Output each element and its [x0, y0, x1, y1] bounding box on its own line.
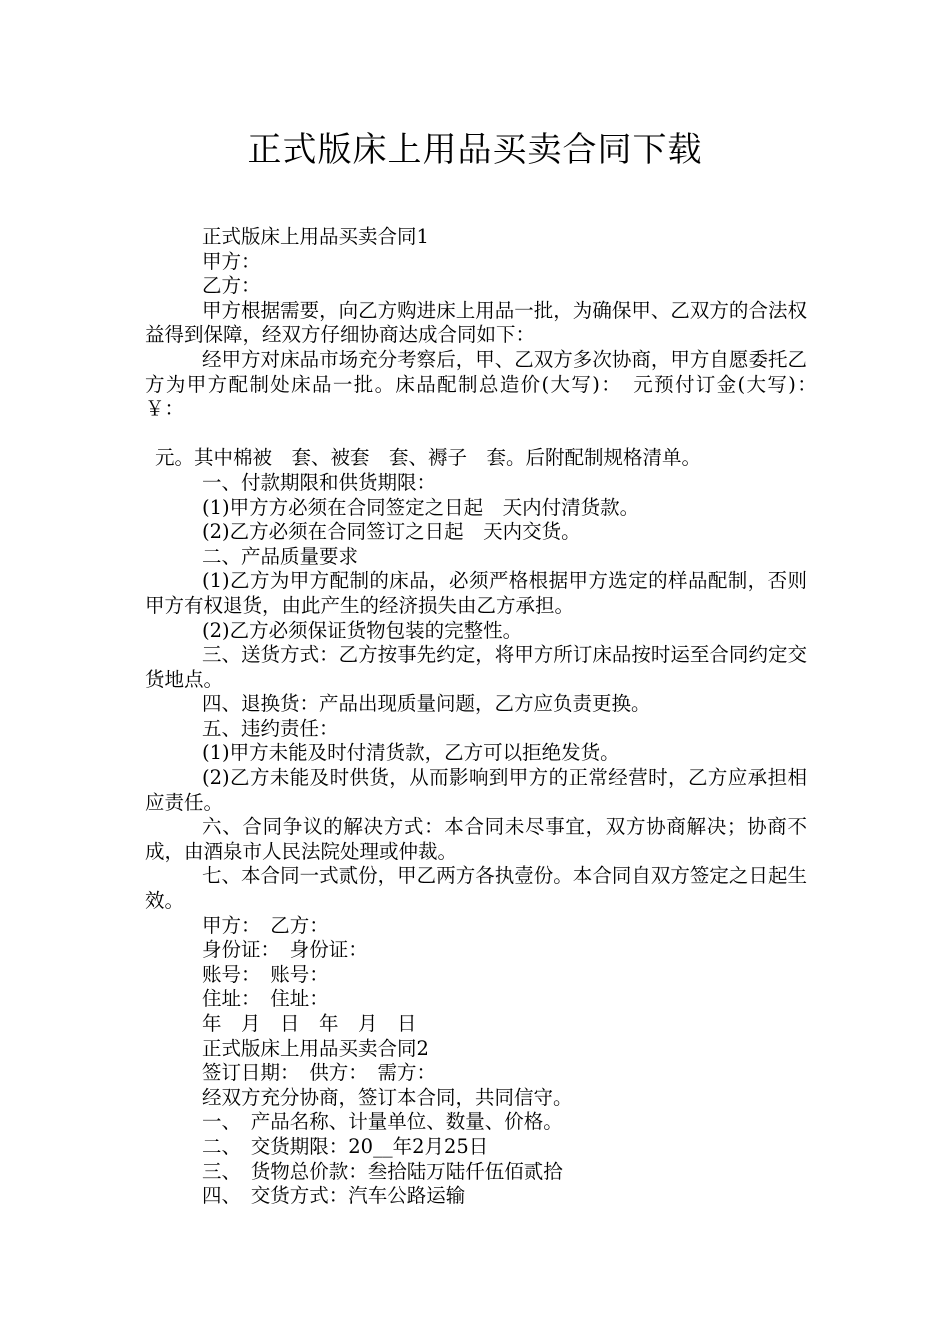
contract-2-heading: 正式版床上用品买卖合同2: [202, 1036, 429, 1060]
signature-parties: 甲方： 乙方：: [202, 913, 329, 937]
contract-2-item-3: 三、 货物总价款：叁拾陆万陆仟伍佰贰拾: [202, 1159, 563, 1183]
paragraph-price: 经甲方对床品市场充分考察后，甲、乙双方多次协商，甲方自愿委托乙方为甲方配制处床品一批。床品配制总造价(大写)： 元预付订金(大写)： ￥：: [145, 347, 827, 421]
signature-date: 年 月 日 年 月 日: [202, 1012, 417, 1035]
section-2-item-2: (2)乙方必须保证货物包装的完整性。: [202, 618, 523, 642]
paragraph-quantities: 元。其中棉被 套、被套 套、褥子 套。后附配制规格清单。: [155, 446, 702, 470]
section-3: 三、送货方式：乙方按事先约定，将甲方所订床品按时运至合同约定交货地点。: [145, 643, 807, 691]
contract-2-item-1: 一、 产品名称、计量单位、数量、价格。: [202, 1110, 563, 1134]
signature-address: 住址： 住址：: [202, 987, 329, 1011]
section-6: 六、合同争议的解决方式：本合同未尽事宜，双方协商解决；协商不成，由酒泉市人民法院处理或仲裁。: [145, 815, 807, 863]
contract-2-item-4: 四、 交货方式：汽车公路运输: [202, 1184, 466, 1208]
contract-1-heading: 正式版床上用品买卖合同1: [202, 225, 429, 248]
section-5-item-1: (1)甲方未能及时付清货款，乙方可以拒绝发货。: [202, 741, 620, 765]
section-1-heading: 一、付款期限和供货期限：: [202, 470, 437, 494]
party-a-label: 甲方：: [202, 249, 261, 273]
document-title: 正式版床上用品买卖合同下载: [247, 130, 703, 170]
section-1-item-2: (2)乙方必须在合同签订之日起 天内交货。: [202, 520, 581, 544]
contract-2-sign-line: 签订日期： 供方： 需方：: [202, 1061, 437, 1085]
section-2-item-1: (1)乙方为甲方配制的床品，必须严格根据甲方选定的样品配制，否则甲方有权退货，由此产生的经济损失由乙方承担。: [145, 569, 807, 617]
signature-id: 身份证： 身份证：: [202, 938, 368, 962]
document-body: [145, 225, 827, 1209]
blank-line: [145, 422, 807, 447]
section-2-heading: 二、产品质量要求: [202, 544, 359, 568]
section-7: 七、本合同一式贰份，甲乙两方各执壹份。本合同自双方签定之日起生效。: [145, 864, 807, 913]
contract-2-item-2: 二、 交货期限：20__年2月25日: [202, 1134, 489, 1158]
section-1-item-1: (1)甲方方必须在合同签定之日起 天内付清货款。: [202, 495, 640, 519]
signature-account: 账号： 账号：: [202, 962, 329, 986]
paragraph-purpose: 甲方根据需要，向乙方购进床上用品一批，为确保甲、乙双方的合法权益得到保障，经双方仔细协商达成合同如下：: [145, 298, 807, 347]
contract-2-intro: 经双方充分协商，签订本合同，共同信守。: [202, 1085, 573, 1109]
section-5-item-2: (2)乙方未能及时供货，从而影响到甲方的正常经营时，乙方应承担相应责任。: [145, 766, 807, 814]
section-5-heading: 五、违约责任：: [202, 716, 339, 740]
section-4: 四、退换货：产品出现质量问题，乙方应负责更换。: [202, 692, 651, 716]
party-b-label: 乙方：: [202, 274, 261, 298]
